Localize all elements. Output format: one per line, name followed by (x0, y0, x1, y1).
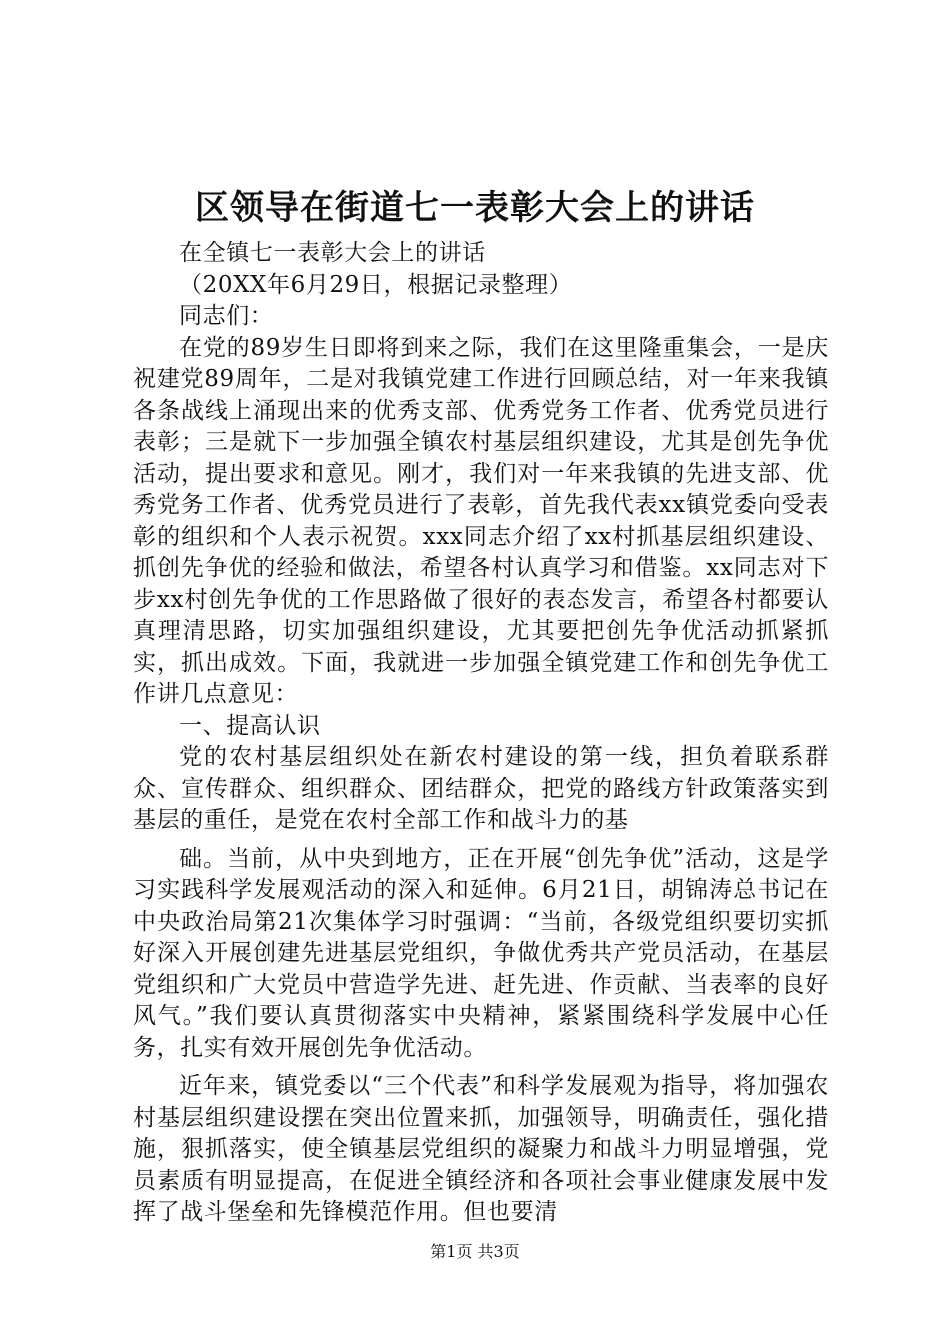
document-title: 区领导在街道七一表彰大会上的讲话 (195, 188, 755, 228)
speech-subtitle: 在全镇七一表彰大会上的讲话 (179, 240, 486, 266)
page-number-footer: 第1页 共3页 (430, 1242, 520, 1261)
salutation: 同志们： (179, 303, 274, 329)
document-body (133, 238, 829, 1229)
body-paragraph: 在党的89岁生日即将到来之际，我们在这里隆重集会，一是庆祝建党89周年，二是对我镇党建工作进行回顾总结，对一年来我镇各条战线上涌现出来的优秀支部、优秀党务工作者、优秀党员进行表彰；三是就下一步加强全镇农村基层组织建设，尤其是创先争优活动，提出要求和意见。刚才，我们对一年来我镇的先进支部、优秀党务工作者、优秀党员进行了表彰，首先我代表xx镇党委向受表彰的组织和个人表示祝贺。xxx同志介绍了xx村抓基层组织建设、抓创先争优的经验和做法，希望各村认真学习和借鉴。xx同志对下步xx村创先争优的工作思路做了很好的表态发言，希望各村都要认真理清思路，切实加强组织建设，尤其要把创先争优活动抓紧抓实，抓出成效。下面，我就进一步加强全镇党建工作和创先争优工作讲几点意见： (133, 334, 829, 707)
speech-date-note: （20XX年6月29日，根据记录整理） (179, 271, 573, 298)
body-paragraph: 础。当前，从中央到地方，正在开展“创先争优”活动，这是学习实践科学发展观活动的深入和延伸。6月21日，胡锦涛总书记在中央政治局第21次集体学习时强调：“当前，各级党组织要切实抓好深入开展创建先进基层党组织，争做优秀共产党员活动，在基层党组织和广大党员中营造学先进、赶先进、作贡献、当表率的良好风气。”我们要认真贯彻落实中央精神，紧紧围绕科学发展中心任务，扎实有效开展创先争优活动。 (133, 845, 829, 1061)
body-paragraph: 党的农村基层组织处在新农村建设的第一线，担负着联系群众、宣传群众、组织群众、团结群众，把党的路线方针政策落实到基层的重任，是党在农村全部工作和战斗力的基 (133, 744, 829, 833)
body-paragraph: 近年来，镇党委以“三个代表”和科学发展观为指导，将加强农村基层组织建设摆在突出位置来抓，加强领导，明确责任，强化措施，狠抓落实，使全镇基层党组织的凝聚力和战斗力明显增强，党员素质有明显提高，在促进全镇经济和各项社会事业健康发展中发挥了战斗堡垒和先锋模范作用。但也要清 (133, 1073, 829, 1225)
section-heading: 一、提高认识 (179, 712, 321, 739)
